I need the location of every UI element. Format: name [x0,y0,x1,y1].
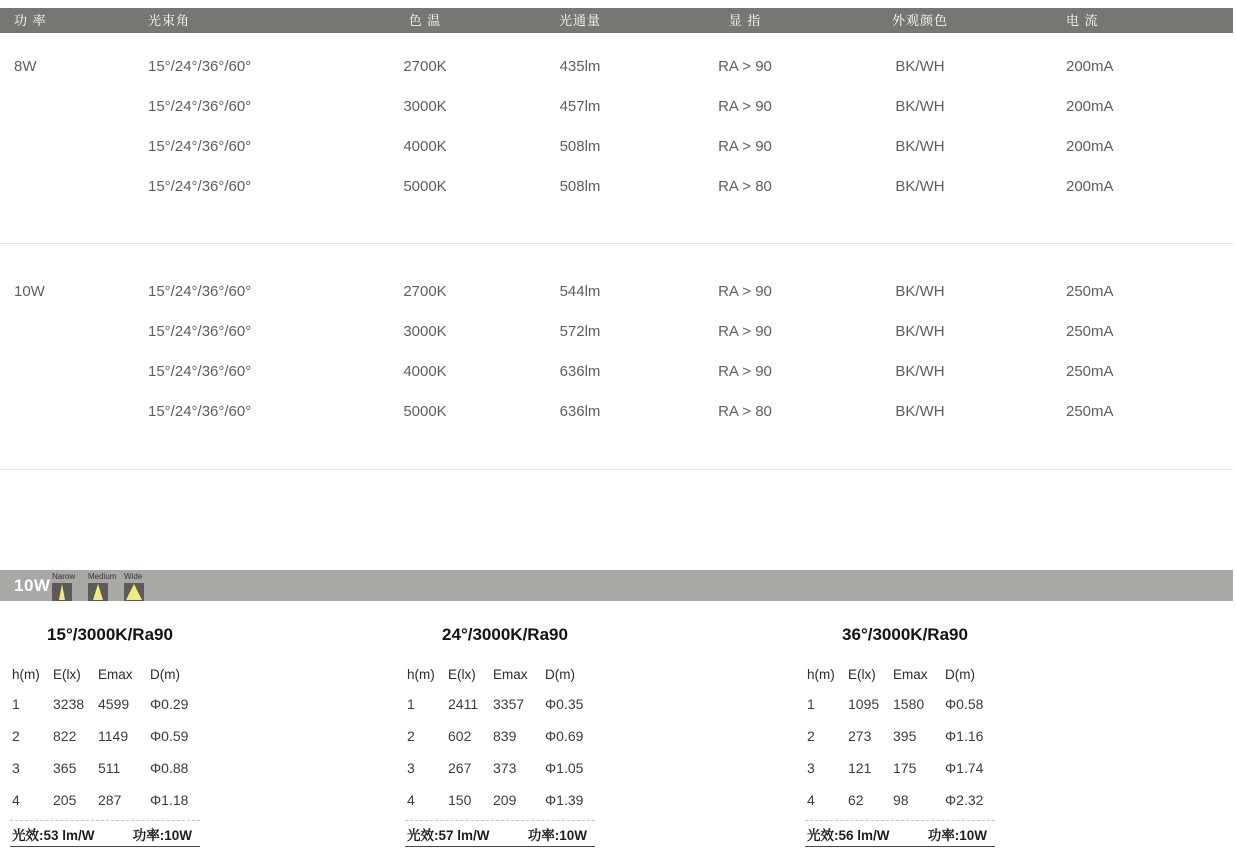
table-footer [405,820,595,847]
table-row [0,127,1233,167]
narrow-beam-glyph [52,583,72,601]
cell-d: Φ1.18 [150,792,189,808]
cell-cct: 5000K [403,178,447,195]
cell-flux: 544lm [559,283,601,300]
table-row [10,752,210,784]
spec-group-10w [0,272,1236,432]
cell-flux: 508lm [559,178,601,195]
photometric-table-24deg [405,612,605,847]
photometric-section [0,570,1236,847]
cell-emax: 98 [893,792,909,808]
cell-cct: 5000K [403,403,447,420]
cell-emax: 395 [893,728,917,744]
cell-emax: 511 [98,760,121,776]
cell-d: Φ0.59 [150,728,189,744]
cell-finish: BK/WH [895,363,945,380]
cell-e: 822 [53,728,77,744]
col-emax: Emax [493,667,528,682]
photometric-table-36deg [805,612,1005,847]
cell-cri: RA > 80 [718,178,772,195]
table-row [0,47,1233,87]
cell-emax: 1580 [893,696,925,712]
cell-cct: 2700K [403,283,447,300]
header-cct: 色 温 [408,13,442,28]
cell-power [0,127,135,167]
col-e: E(lx) [848,667,876,682]
cell-e: 62 [848,792,864,808]
cell-h: 3 [12,760,20,776]
cell-beam-angle: 15°/24°/36°/60° [148,323,252,340]
col-e: E(lx) [53,667,81,682]
efficacy-value: 光效:56 lm/W [807,827,890,843]
cell-cri: RA > 90 [718,323,772,340]
cell-current: 200mA [1066,138,1114,155]
wide-beam-glyph [124,583,144,601]
header-beam-angle: 光束角 [148,13,191,28]
cell-flux: 435lm [559,58,601,75]
cell-e: 2411 [448,696,479,712]
cell-cri: RA > 80 [718,403,772,420]
beam-icon-group [52,573,144,601]
cell-beam-angle: 15°/24°/36°/60° [148,58,252,75]
cell-d: Φ0.58 [945,696,984,712]
cell-e: 1095 [848,696,880,712]
col-emax: Emax [893,667,928,682]
cell-d: Φ1.16 [945,728,984,744]
cell-emax: 1149 [98,728,129,744]
cell-power [0,167,135,207]
photometric-header-bar [0,570,1233,601]
cell-e: 3238 [53,696,85,712]
cell-cct: 3000K [403,98,447,115]
cell-beam-angle: 15°/24°/36°/60° [148,98,252,115]
cell-h: 4 [807,792,815,808]
table-row [0,272,1233,312]
cell-current: 250mA [1066,323,1114,340]
cell-beam-angle: 15°/24°/36°/60° [148,403,252,420]
table-column-headers [805,662,1005,688]
table-row [0,167,1233,207]
table-row [405,752,605,784]
cell-power: 8W [14,58,37,75]
photometric-tables [0,612,1236,847]
cell-e: 267 [448,760,472,776]
cell-e: 121 [848,760,872,776]
cell-flux: 572lm [559,323,601,340]
cell-flux: 457lm [559,98,601,115]
cell-d: Φ0.29 [150,696,189,712]
cell-cct: 3000K [403,323,447,340]
wide-beam-icon [124,573,144,601]
col-h: h(m) [807,667,835,682]
section-divider [0,469,1233,470]
cell-d: Φ2.32 [945,792,984,808]
cell-e: 602 [448,728,472,744]
col-d: D(m) [545,667,575,682]
cell-beam-angle: 15°/24°/36°/60° [148,283,252,300]
cell-emax: 209 [493,792,517,808]
cell-cri: RA > 90 [718,58,772,75]
cell-d: Φ0.35 [545,696,584,712]
power-value: 功率:10W [527,827,587,843]
cell-cri: RA > 90 [718,138,772,155]
table-row [0,87,1233,127]
table-row [805,784,1005,816]
medium-beam-label: Medium [88,572,117,581]
spec-table-header [0,8,1233,33]
cell-h: 4 [407,792,415,808]
col-d: D(m) [150,667,180,682]
group-divider [0,243,1233,244]
header-power: 功 率 [14,13,47,28]
col-d: D(m) [945,667,975,682]
cell-h: 3 [407,760,415,776]
cell-flux: 508lm [559,138,601,155]
col-emax: Emax [98,667,133,682]
power-value: 功率:10W [927,827,987,843]
table-title: 24°/3000K/Ra90 [442,625,568,644]
cell-d: Φ1.74 [945,760,984,776]
cell-emax: 373 [493,760,517,776]
cell-finish: BK/WH [895,58,945,75]
cell-finish: BK/WH [895,403,945,420]
cell-current: 250mA [1066,403,1114,420]
cell-power [0,352,135,392]
cell-beam-angle: 15°/24°/36°/60° [148,138,252,155]
table-row [0,352,1233,392]
cell-cct: 4000K [403,138,447,155]
cell-beam-angle: 15°/24°/36°/60° [148,363,252,380]
cell-e: 205 [53,792,77,808]
photometric-power-label: 10W [14,576,51,595]
table-column-headers [405,662,605,688]
header-current: 电 流 [1066,13,1099,28]
table-row [805,752,1005,784]
cell-e: 150 [448,792,472,808]
cell-emax: 839 [493,728,517,744]
cell-d: Φ0.69 [545,728,584,744]
spec-table [0,8,1236,470]
cell-flux: 636lm [559,403,601,420]
header-flux: 光通量 [558,13,601,28]
cell-emax: 287 [98,792,122,808]
cell-finish: BK/WH [895,178,945,195]
efficacy-value: 光效:53 lm/W [12,827,95,843]
cell-power: 10W [14,283,45,300]
cell-h: 2 [407,728,415,744]
cell-beam-angle: 15°/24°/36°/60° [148,178,252,195]
narrow-beam-icon [52,572,76,601]
cell-d: Φ1.05 [545,760,584,776]
cell-finish: BK/WH [895,138,945,155]
table-row [10,720,210,752]
spec-group-8w [0,47,1236,207]
col-h: h(m) [407,667,435,682]
cell-cct: 4000K [403,363,447,380]
table-row [405,784,605,816]
cell-emax: 4599 [98,696,130,712]
cell-emax: 175 [893,760,917,776]
cell-h: 3 [807,760,815,776]
medium-beam-icon [88,572,117,601]
photometric-table-15deg [10,612,210,847]
cell-cct: 2700K [403,58,447,75]
cell-finish: BK/WH [895,283,945,300]
cell-finish: BK/WH [895,98,945,115]
cell-power [0,312,135,352]
cell-current: 250mA [1066,283,1114,300]
narrow-beam-label: Narow [52,572,76,581]
cell-current: 250mA [1066,363,1114,380]
table-row [405,720,605,752]
cell-cri: RA > 90 [718,98,772,115]
cell-h: 1 [807,696,815,712]
cell-current: 200mA [1066,98,1114,115]
table-footer [805,820,995,847]
cell-e: 365 [53,760,77,776]
cell-flux: 636lm [559,363,601,380]
cell-cri: RA > 90 [718,363,772,380]
cell-cri: RA > 90 [718,283,772,300]
col-e: E(lx) [448,667,476,682]
efficacy-value: 光效:57 lm/W [407,827,490,843]
cell-emax: 3357 [493,696,525,712]
col-h: h(m) [12,667,40,682]
cell-current: 200mA [1066,178,1114,195]
cell-h: 2 [807,728,815,744]
table-footer [10,820,200,847]
table-column-headers [10,662,210,688]
cell-e: 273 [848,728,872,744]
table-row [805,720,1005,752]
cell-power [0,87,135,127]
table-title: 15°/3000K/Ra90 [47,625,173,644]
cell-finish: BK/WH [895,323,945,340]
cell-h: 1 [407,696,415,712]
table-row [0,392,1233,432]
header-finish: 外观颜色 [891,13,948,28]
power-value: 功率:10W [132,827,192,843]
cell-current: 200mA [1066,58,1114,75]
header-cri: 显 指 [728,13,762,28]
cell-h: 1 [12,696,20,712]
cell-d: Φ0.88 [150,760,189,776]
wide-beam-label: Wide [124,572,143,581]
table-row [0,312,1233,352]
cell-power [0,392,135,432]
cell-d: Φ1.39 [545,792,584,808]
table-row [405,688,605,720]
table-row [10,688,210,720]
table-row [10,784,210,816]
table-title: 36°/3000K/Ra90 [842,625,968,644]
table-row [805,688,1005,720]
medium-beam-glyph [88,583,108,601]
cell-h: 4 [12,792,20,808]
cell-h: 2 [12,728,20,744]
